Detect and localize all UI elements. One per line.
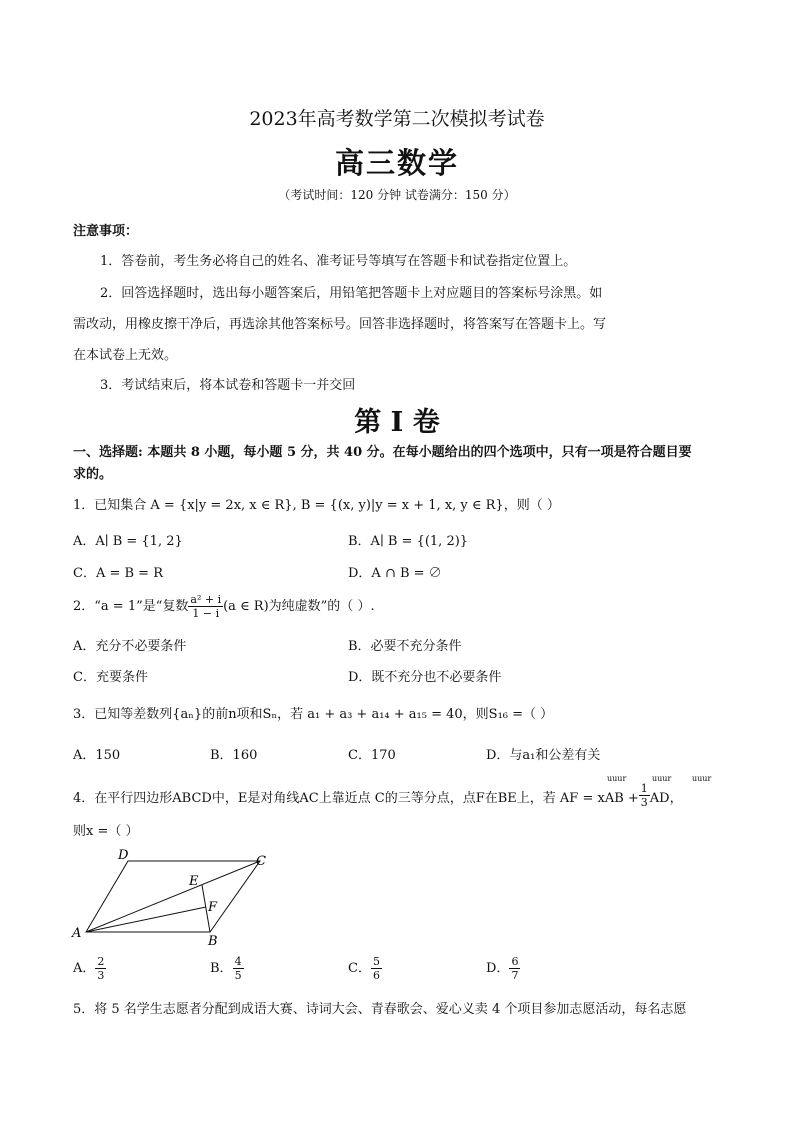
q4-option-b-frac	[233, 955, 244, 982]
q4-frac-num: 1	[640, 782, 648, 795]
q1-option-a: A．A∣ B = {1, 2}	[73, 534, 183, 549]
q2-option-a: A．充分不必要条件	[73, 639, 187, 654]
section-instruction: 一、选择题: 本题共 8 小题，每小题 5 分，共 40 分。在每小题给出的四个选项中，只有一项是符合题目要	[73, 445, 692, 460]
label-f: F	[208, 900, 218, 915]
q4-option-b	[210, 955, 244, 982]
note-item-2-end: 在本试卷上无效。	[73, 348, 178, 363]
section-instruction-cont: 求的。	[73, 467, 113, 482]
q4-option-c	[348, 955, 382, 982]
q3-option-d: D．与a₁和公差有关	[486, 748, 601, 763]
subject-title: 高三数学	[334, 146, 459, 180]
label-b: B	[208, 934, 218, 949]
section-title: 第 I 卷	[354, 407, 440, 438]
q2-option-c: C．充要条件	[73, 670, 148, 685]
q4-option-d-label: D．	[486, 961, 510, 976]
q4-option-c-frac	[371, 955, 382, 982]
q4-option-b-label: B．	[210, 961, 233, 976]
q4-option-a-num: 2	[97, 955, 105, 968]
diagonal-ac	[86, 861, 260, 932]
q4-option-a-den: 3	[97, 969, 105, 982]
q2-option-b: B．必要不充分条件	[348, 639, 462, 654]
q4-stem-line2: 则x =（ ）	[73, 824, 139, 839]
q2-stem-prefix: 2．“a = 1”是“复数	[73, 599, 189, 614]
segment-af	[86, 907, 206, 932]
q4-option-c-label: C．	[348, 961, 371, 976]
q2-stem-suffix: (a ∈ R)为纯虚数”的（ ）.	[223, 599, 375, 614]
q1-option-b: B．A∣ B = {(1, 2)}	[348, 534, 469, 549]
q4-vec-mark-ab: uuur	[652, 774, 672, 783]
note-item-1: 1．答卷前，考生务必将自己的姓名、准考证号等填写在答题卡和试卷指定位置上。	[100, 254, 577, 269]
q2-frac-den: 1 − i	[192, 607, 220, 620]
q4-parallelogram-figure	[70, 845, 280, 950]
q4-option-b-den: 5	[234, 969, 242, 982]
q4-stem	[73, 782, 683, 809]
q4-option-d-den: 7	[511, 969, 519, 982]
note-item-3: 3．考试结束后，将本试卷和答题卡一并交回	[100, 378, 356, 393]
q4-vec-mark-ad: uuur	[692, 774, 712, 783]
label-d: D	[118, 848, 129, 863]
q5-stem: 5．将 5 名学生志愿者分配到成语大赛、诗词大会、青春歌会、爱心义卖 4 个项目参加志愿活动，每名志愿	[73, 1002, 687, 1017]
exam-info: （考试时间：120 分钟 试卷满分：150 分）	[278, 188, 516, 202]
q4-option-c-den: 6	[372, 969, 380, 982]
label-e: E	[189, 874, 199, 889]
q4-frac-den: 3	[640, 796, 648, 809]
q3-option-c: C．170	[348, 748, 396, 763]
q4-fraction	[639, 782, 650, 809]
q4-option-d	[486, 955, 520, 982]
q4-option-a	[73, 955, 106, 982]
note-item-2-cont: 需改动，用橡皮擦干净后，再选涂其他答案标号。回答非选择题时，将答案写在答题卡上。写	[73, 317, 607, 332]
q1-stem: 1．已知集合 A = {x|y = 2x, x ∈ R}, B = {(x, y)|y = x + 1, x, y ∈ R}，则（ ）	[73, 498, 560, 513]
q2-fraction	[188, 593, 223, 620]
q4-option-a-frac	[95, 955, 106, 982]
q3-option-b: B．160	[210, 748, 258, 763]
q2-stem	[73, 593, 375, 620]
q4-option-d-frac	[509, 955, 520, 982]
q4-option-a-label: A．	[73, 961, 96, 976]
q3-stem: 3．已知等差数列{aₙ}的前n项和Sₙ，若 a₁ + a₃ + a₁₄ + a₁₅ = 40，则S₁₆ =（ ）	[73, 707, 554, 722]
label-a: A	[72, 926, 82, 941]
q3-option-a: A．150	[73, 748, 121, 763]
q4-option-b-num: 4	[234, 955, 242, 968]
q2-option-d: D．既不充分也不必要条件	[348, 670, 502, 685]
q1-option-d: D．A ∩ B = ∅	[348, 566, 442, 581]
q4-option-c-num: 5	[372, 955, 380, 968]
label-c: C	[256, 854, 266, 869]
q2-frac-num: a² + i	[190, 593, 222, 606]
q4-option-d-num: 6	[511, 955, 519, 968]
q4-vec-mark-af: uuur	[607, 774, 627, 783]
q1-option-c: C．A = B = R	[73, 566, 163, 581]
exam-title: 2023年高考数学第二次模拟考试卷	[249, 108, 545, 130]
q4-stem-main: 4．在平行四边形ABCD中，E是对角线AC上靠近点 C的三等分点，点F在BE上，若 AF = xAB +	[73, 791, 639, 806]
q4-vec-tail: AD，	[649, 791, 683, 806]
notes-heading: 注意事项：	[73, 224, 139, 239]
note-item-2: 2．回答选择题时，选出每小题答案后，用铅笔把答题卡上对应题目的答案标号涂黑。如	[100, 286, 603, 301]
